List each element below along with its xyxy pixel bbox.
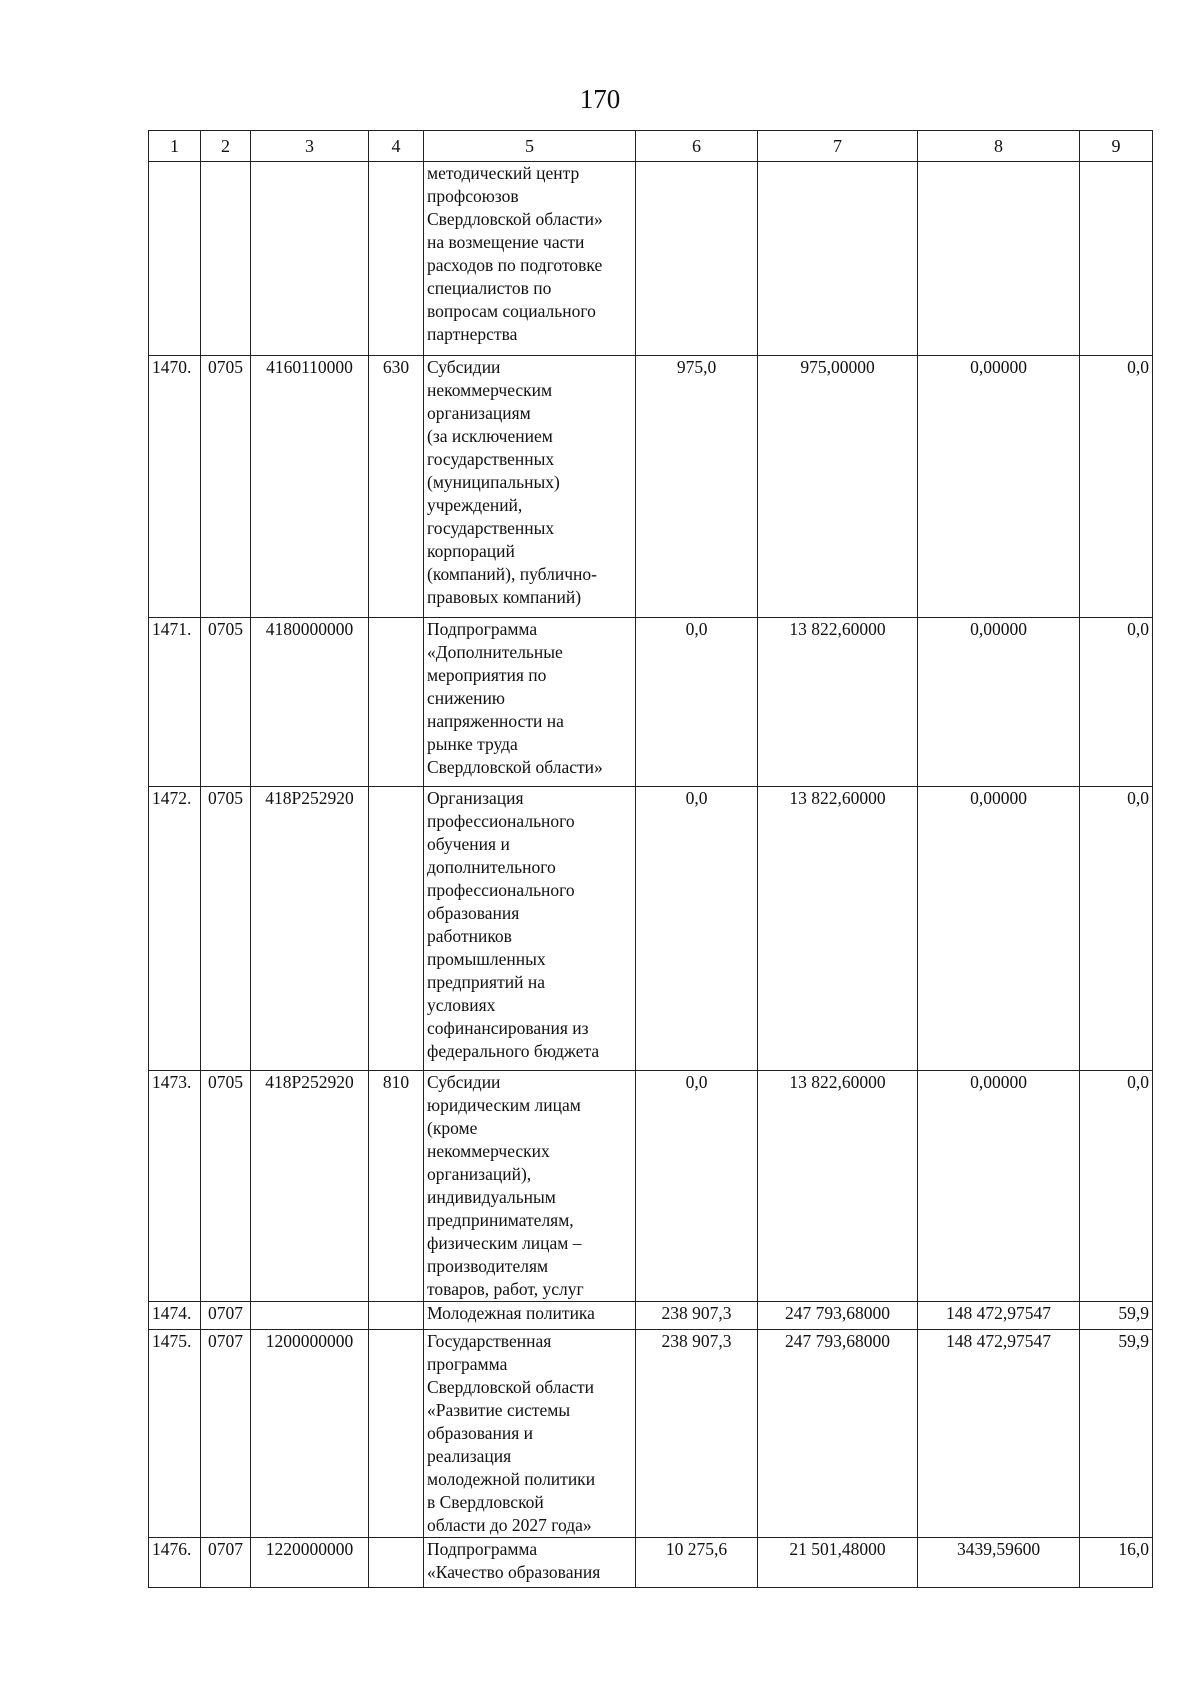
header-col-5: 5 xyxy=(424,131,636,162)
header-col-3: 3 xyxy=(251,131,369,162)
target-article-code: 1200000000 xyxy=(251,1330,369,1538)
section-code xyxy=(201,162,251,356)
row-number xyxy=(149,162,201,356)
item-name xyxy=(424,618,636,787)
budget-table xyxy=(148,130,1153,1588)
value-col-8: 0,00000 xyxy=(918,356,1080,618)
value-col-8: 148 472,97547 xyxy=(918,1330,1080,1538)
expense-type-code: 810 xyxy=(369,1071,424,1302)
value-col-7: 13 822,60000 xyxy=(758,1071,918,1302)
expense-type-code xyxy=(369,162,424,356)
item-name-text: методический центр профсоюзов Свердловской области» на возмещение части расходов по подготовке специалистов по вопросам социального партнерства xyxy=(427,163,603,344)
value-col-7: 13 822,60000 xyxy=(758,787,918,1071)
header-col-7: 7 xyxy=(758,131,918,162)
value-col-8: 148 472,97547 xyxy=(918,1302,1080,1330)
item-name-text: Подпрограмма «Качество образования xyxy=(427,1539,601,1582)
value-col-6: 238 907,3 xyxy=(636,1302,758,1330)
value-col-9: 0,0 xyxy=(1080,1071,1153,1302)
item-name-text: Молодежная политика xyxy=(427,1303,595,1323)
expense-type-code xyxy=(369,618,424,787)
item-name xyxy=(424,1538,636,1588)
row-number: 1475. xyxy=(149,1330,201,1538)
value-col-9 xyxy=(1080,162,1153,356)
item-name xyxy=(424,1302,636,1330)
target-article-code: 418P252920 xyxy=(251,1071,369,1302)
value-col-9: 0,0 xyxy=(1080,787,1153,1071)
table-row xyxy=(149,356,1153,618)
section-code: 0707 xyxy=(201,1302,251,1330)
header-col-2: 2 xyxy=(201,131,251,162)
value-col-6: 238 907,3 xyxy=(636,1330,758,1538)
item-name xyxy=(424,787,636,1071)
table-row xyxy=(149,162,1153,356)
item-name xyxy=(424,162,636,356)
value-col-6: 0,0 xyxy=(636,618,758,787)
row-number: 1470. xyxy=(149,356,201,618)
target-article-code: 418P252920 xyxy=(251,787,369,1071)
row-number: 1476. xyxy=(149,1538,201,1588)
table-row xyxy=(149,1538,1153,1588)
header-col-1: 1 xyxy=(149,131,201,162)
table-row xyxy=(149,1071,1153,1302)
section-code: 0705 xyxy=(201,1071,251,1302)
expense-type-code: 630 xyxy=(369,356,424,618)
target-article-code: 4160110000 xyxy=(251,356,369,618)
table-row xyxy=(149,1330,1153,1538)
value-col-7: 21 501,48000 xyxy=(758,1538,918,1588)
target-article-code xyxy=(251,1302,369,1330)
value-col-9: 16,0 xyxy=(1080,1538,1153,1588)
row-number: 1474. xyxy=(149,1302,201,1330)
value-col-7: 13 822,60000 xyxy=(758,618,918,787)
value-col-6: 10 275,6 xyxy=(636,1538,758,1588)
table-row xyxy=(149,618,1153,787)
value-col-7 xyxy=(758,162,918,356)
expense-type-code xyxy=(369,1538,424,1588)
value-col-8: 3439,59600 xyxy=(918,1538,1080,1588)
page-number: 170 xyxy=(579,84,621,114)
header-col-8: 8 xyxy=(918,131,1080,162)
section-code: 0707 xyxy=(201,1330,251,1538)
value-col-7: 247 793,68000 xyxy=(758,1330,918,1538)
item-name-text: Государственная программа Свердловской области «Развитие системы образования и реализация молодежной политики в Свердловской области до 2027 года» xyxy=(427,1331,596,1535)
expense-type-code xyxy=(369,1302,424,1330)
row-number: 1473. xyxy=(149,1071,201,1302)
table-row xyxy=(149,787,1153,1071)
item-name-text: Организация профессионального обучения и дополнительного профессионального образования работников промышленных предприятий на условиях софинансирования из федерального бюджета xyxy=(427,788,600,1061)
row-number: 1472. xyxy=(149,787,201,1071)
value-col-7: 975,00000 xyxy=(758,356,918,618)
value-col-9: 59,9 xyxy=(1080,1330,1153,1538)
value-col-6 xyxy=(636,162,758,356)
value-col-8 xyxy=(918,162,1080,356)
value-col-8: 0,00000 xyxy=(918,618,1080,787)
section-code: 0705 xyxy=(201,787,251,1071)
item-name-text: Подпрограмма «Дополнительные мероприятия по снижению напряженности на рынке труда Свердловской области» xyxy=(427,619,603,777)
expense-type-code xyxy=(369,1330,424,1538)
value-col-9: 0,0 xyxy=(1080,618,1153,787)
target-article-code xyxy=(251,162,369,356)
item-name xyxy=(424,1071,636,1302)
value-col-8: 0,00000 xyxy=(918,787,1080,1071)
section-code: 0705 xyxy=(201,356,251,618)
target-article-code: 4180000000 xyxy=(251,618,369,787)
item-name xyxy=(424,1330,636,1538)
value-col-9: 0,0 xyxy=(1080,356,1153,618)
section-code: 0705 xyxy=(201,618,251,787)
item-name xyxy=(424,356,636,618)
section-code: 0707 xyxy=(201,1538,251,1588)
value-col-7: 247 793,68000 xyxy=(758,1302,918,1330)
value-col-6: 975,0 xyxy=(636,356,758,618)
row-number: 1471. xyxy=(149,618,201,787)
value-col-6: 0,0 xyxy=(636,787,758,1071)
header-col-9: 9 xyxy=(1080,131,1153,162)
item-name-text: Субсидии некоммерческим организациям (за исключением государственных (муниципальных) учреждений, государственных корпораций (компаний), публично- правовых компаний) xyxy=(427,357,597,607)
value-col-6: 0,0 xyxy=(636,1071,758,1302)
item-name-text: Субсидии юридическим лицам (кроме некоммерческих организаций), индивидуальным предпринимателям, физическим лицам – производителям товаров, работ, услуг xyxy=(427,1072,584,1299)
table-row xyxy=(149,1302,1153,1330)
header-col-4: 4 xyxy=(369,131,424,162)
header-row xyxy=(149,131,1153,162)
value-col-9: 59,9 xyxy=(1080,1302,1153,1330)
expense-type-code xyxy=(369,787,424,1071)
target-article-code: 1220000000 xyxy=(251,1538,369,1588)
value-col-8: 0,00000 xyxy=(918,1071,1080,1302)
header-col-6: 6 xyxy=(636,131,758,162)
